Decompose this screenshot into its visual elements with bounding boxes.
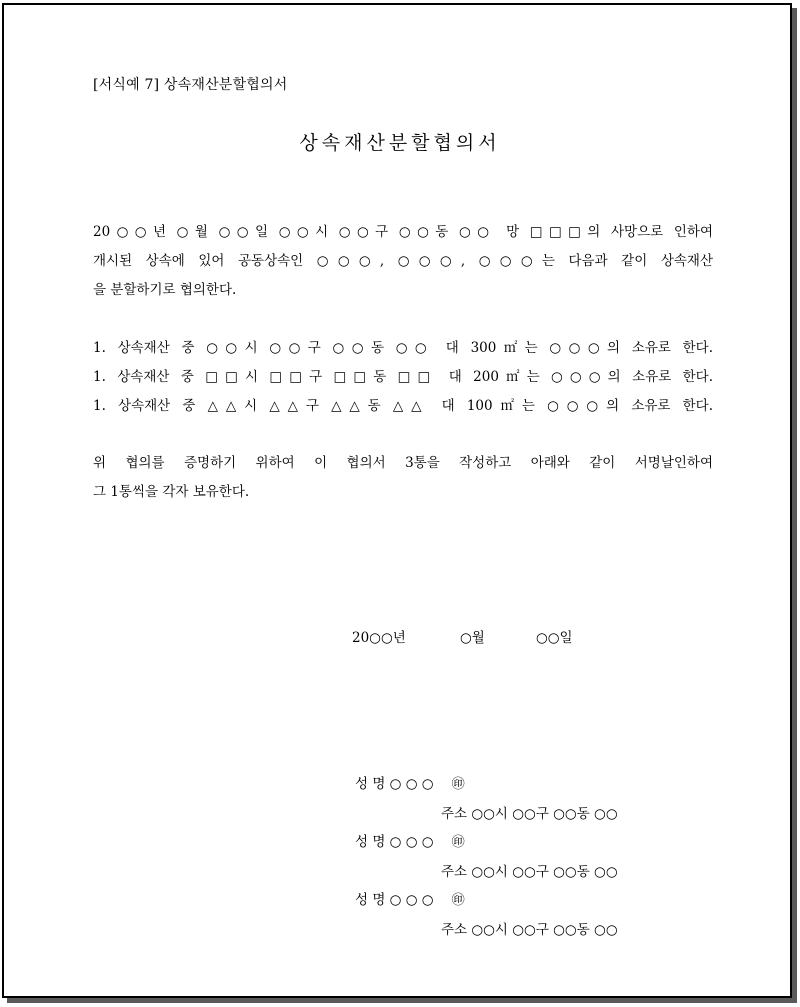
signer-name: 성 명 ○ ○ ○: [355, 892, 434, 908]
intro-line: 개시된 상속에 있어 공동상속인 ○○○, ○○○, ○○○는 다음과 같이 상속재산: [93, 253, 713, 269]
date-month: ○월: [460, 630, 485, 646]
intro-line: 을 분할하기로 협의한다.: [93, 282, 237, 298]
division-items-list: [93, 334, 713, 421]
closing-paragraph: [93, 449, 713, 507]
document-title: 상속재산분할협의서: [299, 132, 501, 154]
division-item: 1. 상속재산 중 ○○시 ○○구 ○○동 ○○ 대 300㎡는 ○○○의 소유로 한다.: [93, 340, 713, 356]
division-item: 1. 상속재산 중 △△시 △△구 △△동 △△ 대 100㎡는 ○○○의 소유로 한다.: [93, 398, 713, 414]
signer-name-line: [355, 888, 465, 908]
agreement-date: [352, 626, 573, 646]
form-header-label: [서식예 7] 상속재산분할협의서: [93, 77, 288, 93]
seal-icon: ㊞: [451, 835, 465, 850]
seal-icon: ㊞: [451, 893, 465, 908]
date-year: 20○○년: [352, 630, 406, 646]
intro-paragraph: [93, 218, 713, 305]
signer-name: 성 명 ○ ○ ○: [355, 834, 434, 850]
closing-line: 위 협의를 증명하기 위하여 이 협의서 3통을 작성하고 아래와 같이 서명날인하여: [93, 455, 713, 471]
intro-line: 20○○년 ○월 ○○일 ○○시 ○○구 ○○동 ○○ 망 □□□의 사망으로 인하여: [93, 224, 713, 240]
closing-line: 그 1통씩을 각자 보유한다.: [93, 484, 250, 500]
signer-name-line: [355, 830, 465, 850]
signer-address: 주소 ○○시 ○○구 ○○동 ○○: [441, 922, 618, 938]
seal-icon: ㊞: [451, 777, 465, 792]
division-item: 1. 상속재산 중 □□시 □□구 □□동 □□ 대 200㎡는 ○○○의 소유로 한다.: [93, 369, 713, 385]
signer-name-line: [355, 772, 465, 792]
signer-name: 성 명 ○ ○ ○: [355, 776, 434, 792]
signer-address: 주소 ○○시 ○○구 ○○동 ○○: [441, 864, 618, 880]
date-day: ○○일: [536, 630, 573, 646]
signer-address: 주소 ○○시 ○○구 ○○동 ○○: [441, 806, 618, 822]
